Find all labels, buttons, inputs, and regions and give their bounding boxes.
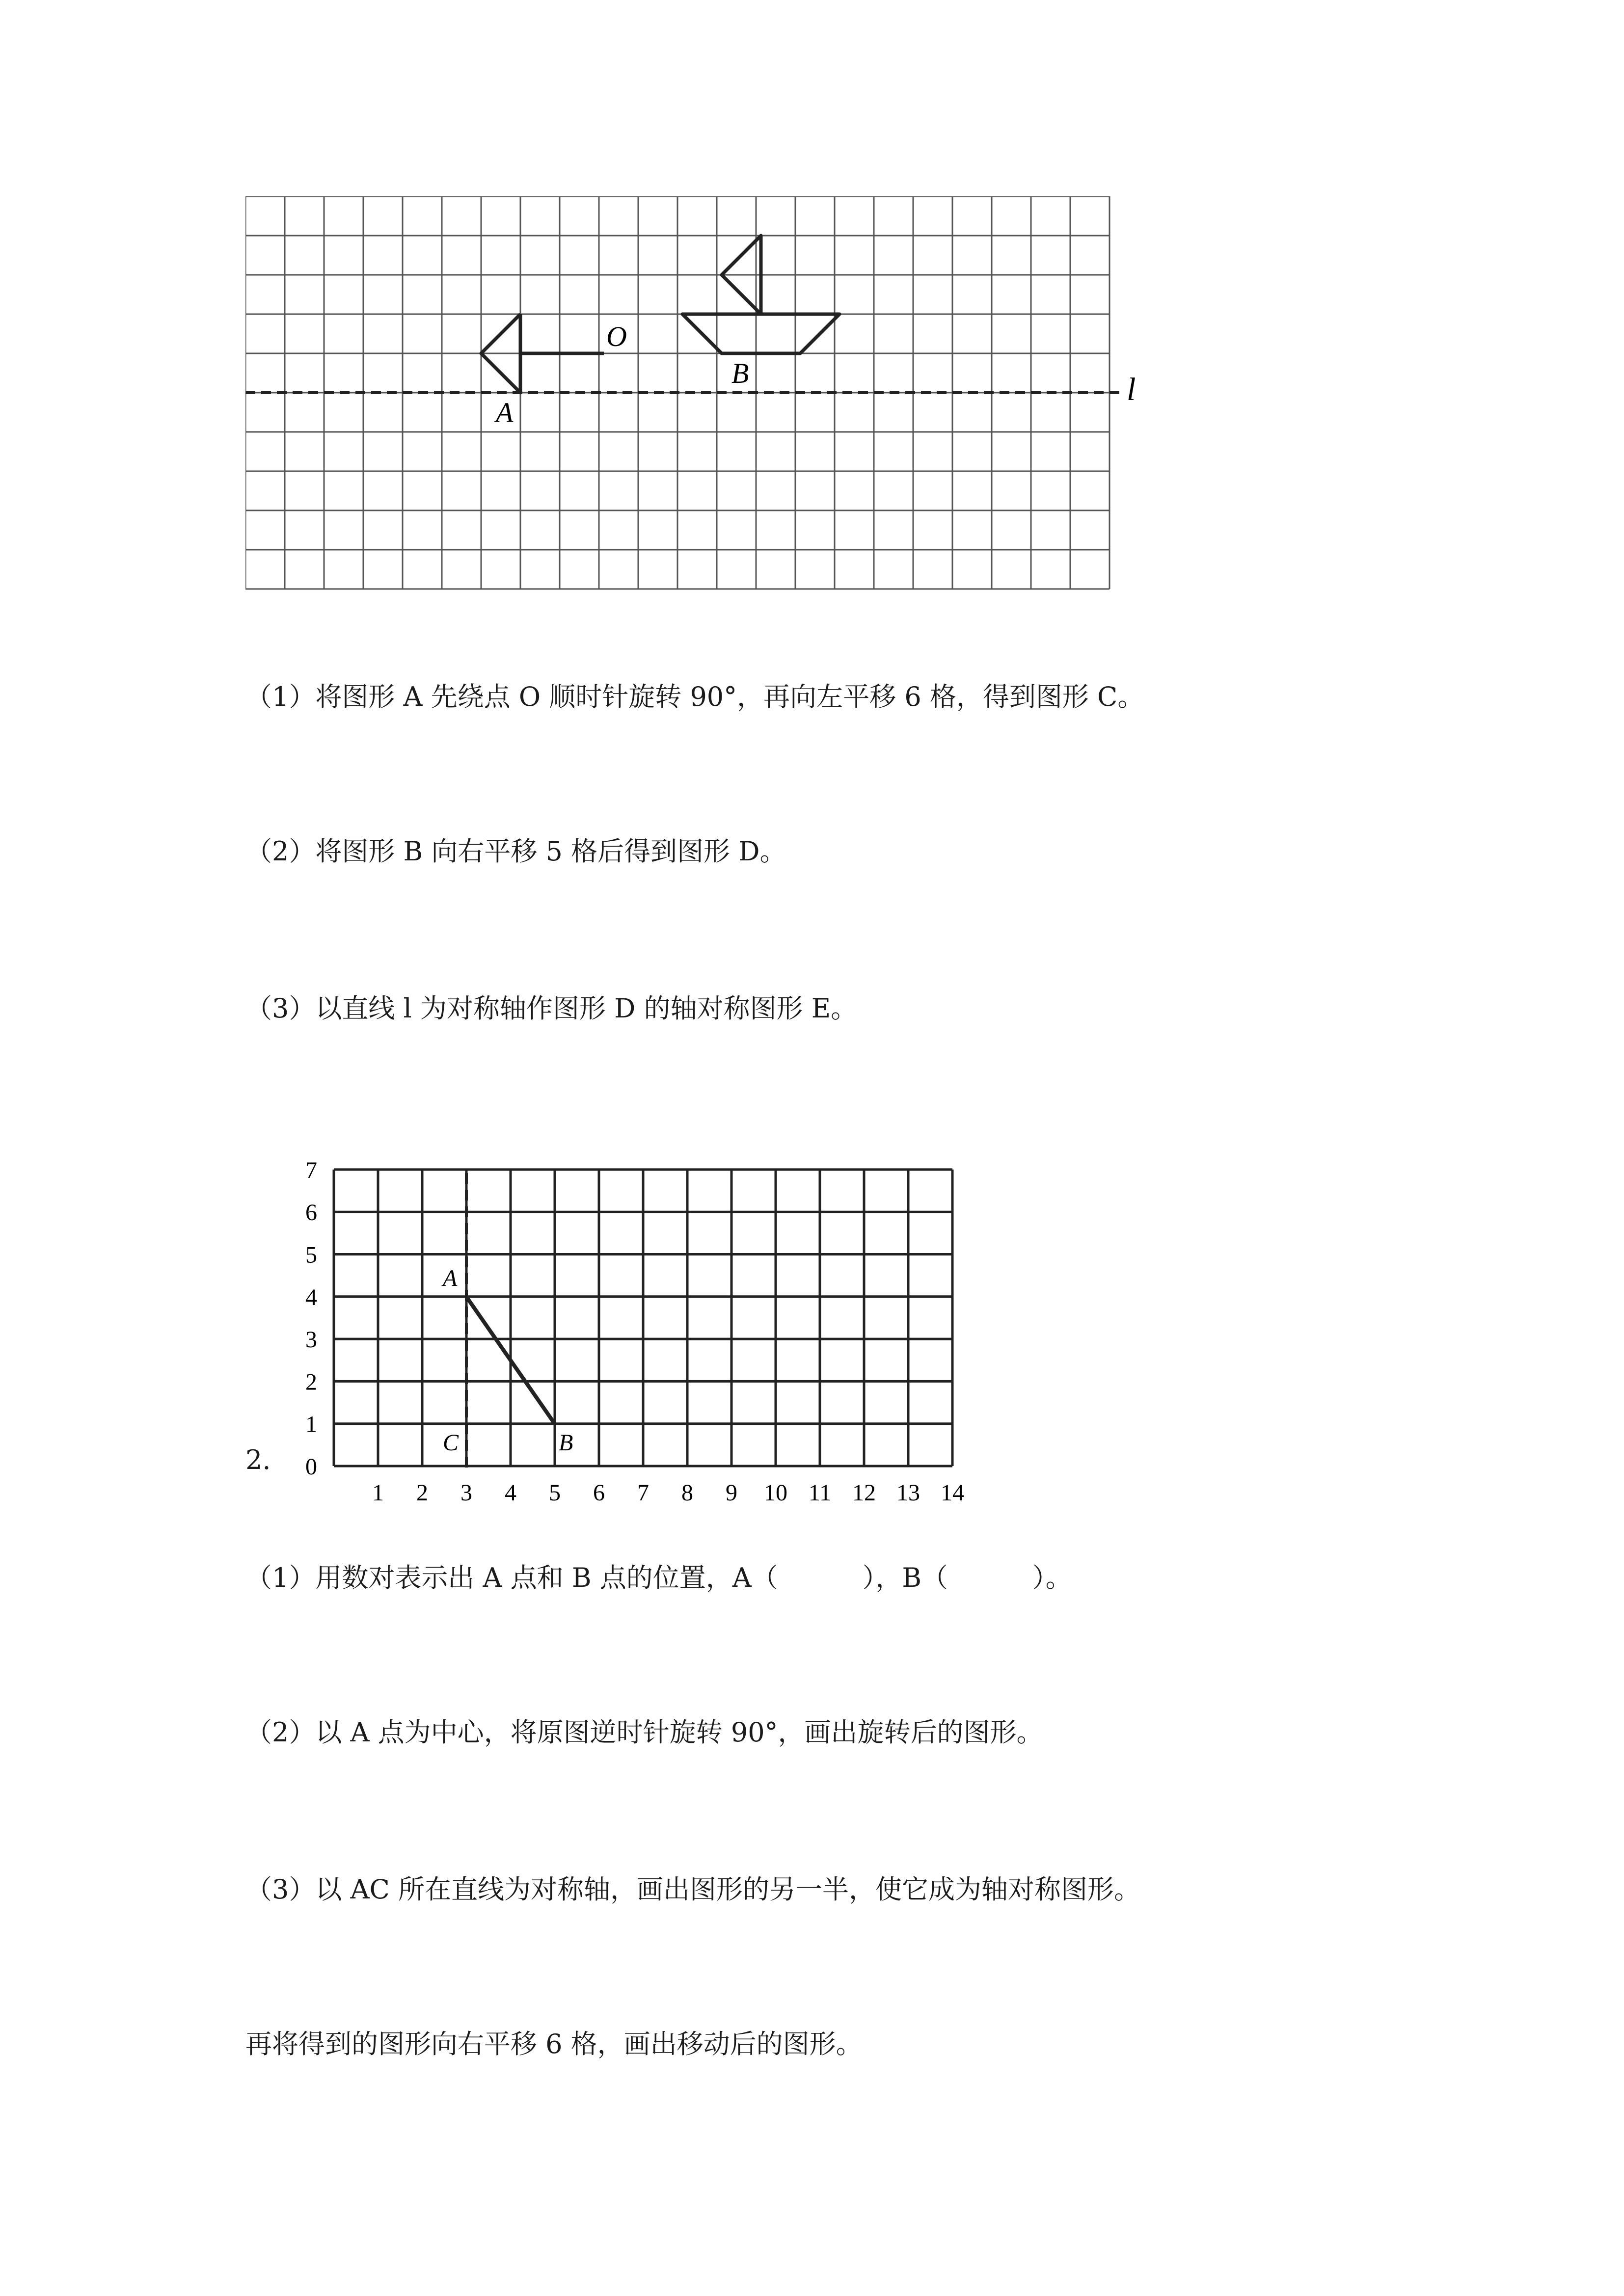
y-tick-label: 6 [305,1200,317,1226]
coordinate-grid-2 [285,1153,982,1517]
axis-ticks [305,1157,964,1506]
x-tick-label: 4 [505,1480,516,1506]
y-tick-label: 1 [305,1411,317,1438]
label-o: O [606,320,627,352]
y-tick-label: 2 [305,1369,317,1395]
x-tick-label: 7 [637,1480,649,1506]
label-l: l [1127,372,1136,407]
y-tick-label: 4 [305,1284,317,1310]
q1-item-1: （1）将图形 A 先绕点 O 顺时针旋转 90°，再向左平移 6 格，得到图形 C。 [245,681,1144,712]
q2-final: 再将得到的图形向右平移 6 格，画出移动后的图形。 [245,2029,863,2059]
shape-b-hull [682,314,839,353]
x-tick-label: 5 [549,1480,561,1506]
x-tick-label: 8 [681,1480,693,1506]
x-tick-label: 9 [726,1480,737,1506]
q2-item-2: （2）以 A 点为中心，将原图逆时针旋转 90°，画出旋转后的图形。 [245,1717,1043,1748]
x-tick-label: 3 [460,1480,472,1506]
x-tick-label: 13 [896,1480,920,1506]
q1-item-3: （3）以直线 l 为对称轴作图形 D 的轴对称图形 E。 [245,993,858,1024]
grid-figure-1 [245,196,1149,594]
point-b-label: B [559,1430,573,1456]
x-tick-label: 6 [593,1480,605,1506]
q2-item-3: （3）以 AC 所在直线为对称轴，画出图形的另一半，使它成为轴对称图形。 [245,1874,1140,1905]
q2-item-1: （1）用数对表示出 A 点和 B 点的位置，A（ ），B（ ）。 [245,1562,1072,1593]
grid2-lines [334,1170,952,1466]
y-tick-label: 5 [305,1242,317,1268]
x-tick-label: 2 [416,1480,428,1506]
label-b: B [731,357,749,389]
y-tick-label: 0 [305,1454,317,1480]
x-tick-label: 1 [372,1480,384,1506]
label-a: A [496,397,514,428]
q1-item-2: （2）将图形 B 向右平移 5 格后得到图形 D。 [245,836,786,867]
x-tick-label: 11 [808,1480,832,1506]
question-number-2: 2. [245,1444,271,1475]
x-tick-label: 14 [941,1480,964,1506]
x-tick-label: 10 [764,1480,787,1506]
x-tick-label: 12 [852,1480,876,1506]
point-a-label: A [443,1265,458,1291]
point-c-label: C [443,1430,459,1456]
y-tick-label: 7 [305,1157,317,1183]
y-tick-label: 3 [305,1327,317,1353]
